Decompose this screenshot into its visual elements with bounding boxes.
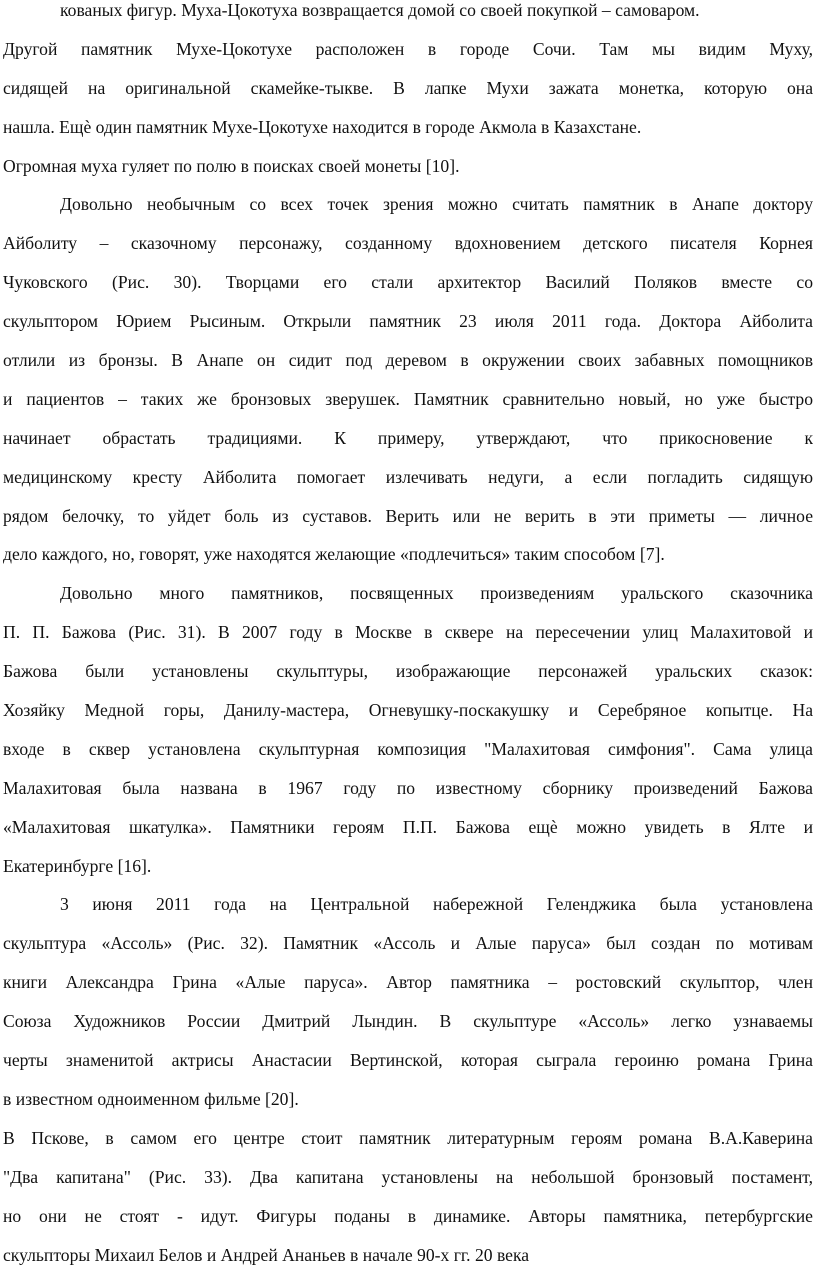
paragraph-3-line-8: Екатеринбурге [16]. [3, 855, 152, 876]
paragraph-3-line-5: входе в сквер установлена скульптурная композиция "Малахитовая симфония". Сама улица [3, 738, 813, 759]
paragraph-2-line-4: скульптором Юрием Рысиным. Открыли памятник 23 июля 2011 года. Доктора Айболита [3, 311, 813, 332]
paragraph-2-line-5: отлили из бронзы. В Анапе он сидит под деревом в окружении своих забавных помощников [3, 350, 813, 371]
paragraph-2-line-8: медицинскому кресту Айболита помогает излечивать недуги, а если погладить сидящую [3, 466, 813, 487]
paragraph-3-line-2: П. П. Бажова (Рис. 31). В 2007 году в Москве в сквере на пересечении улиц Малахитовой и [3, 622, 813, 643]
paragraph-3-line-7: «Малахитовая шкатулка». Памятники героям П.П. Бажова ещѐ можно увидеть в Ялте и [3, 816, 813, 837]
paragraph-4-line-6: в известном одноименном фильме [20]. [3, 1088, 299, 1109]
paragraph-4-line-1: 3 июня 2011 года на Центральной набережной Геленджика была установлена [60, 894, 813, 915]
paragraph-4-line-4: Союза Художников России Дмитрий Лындин. В скульптуре «Ассоль» легко узнаваемы [3, 1011, 813, 1032]
paragraph-2-line-1: Довольно необычным со всех точек зрения можно считать памятник в Анапе доктору [60, 194, 813, 215]
paragraph-1-line-2: Другой памятник Мухе-Цокотухе расположен в городе Сочи. Там мы видим Муху, [3, 38, 813, 59]
paragraph-2-line-2: Айболиту – сказочному персонажу, созданному вдохновением детского писателя Корнея [3, 233, 813, 254]
paragraph-2-line-9: рядом белочку, то уйдет боль из суставов. Верить или не верить в эти приметы — личное [3, 505, 813, 526]
paragraph-3-line-4: Хозяйку Медной горы, Данилу-мастера, Огневушку-поскакушку и Серебряное копытце. На [3, 700, 813, 721]
paragraph-2-line-7: начинает обрастать традициями. К примеру, утверждают, что прикосновение к [3, 427, 813, 448]
paragraph-4-line-2: скульптура «Ассоль» (Рис. 32). Памятник «Ассоль и Алые паруса» был создан по мотивам [3, 933, 813, 954]
paragraph-3-line-1: Довольно много памятников, посвященных произведениям уральского сказочника [60, 583, 813, 604]
paragraph-2-line-6: и пациентов – таких же бронзовых зверушек. Памятник сравнительно новый, но уже быстро [3, 388, 813, 409]
paragraph-2-line-3: Чуковского (Рис. 30). Творцами его стали архитектор Василий Поляков вместе со [3, 272, 813, 293]
paragraph-4-line-3: книги Александра Грина «Алые паруса». Автор памятника – ростовский скульптор, член [3, 972, 813, 993]
paragraph-1-line-3: сидящей на оригинальной скамейке-тыкве. В лапке Мухи зажата монетка, которую она [3, 77, 813, 98]
paragraph-1-line-1: кованых фигур. Муха-Цокотуха возвращается домой со своей покупкой – самоваром. [60, 0, 700, 20]
paragraph-5-line-4: скульпторы Михаил Белов и Андрей Ананьев в начале 90-х гг. 20 века [3, 1244, 530, 1265]
paragraph-1-line-5: Огромная муха гуляет по полю в поисках своей монеты [10]. [3, 155, 460, 176]
paragraph-3-line-6: Малахитовая была названа в 1967 году по известному сборнику произведений Бажова [3, 777, 813, 798]
paragraph-4-line-5: черты знаменитой актрисы Анастасии Вертинской, которая сыграла героиню романа Грина [3, 1050, 813, 1071]
paragraph-5-line-3: но они не стоят - идут. Фигуры поданы в динамике. Авторы памятника, петербургские [3, 1205, 813, 1226]
paragraph-5-line-1: В Пскове, в самом его центре стоит памятник литературным героям романа В.А.Каверина [3, 1127, 813, 1148]
paragraph-3-line-3: Бажова были установлены скульптуры, изображающие персонажей уральских сказок: [3, 661, 813, 682]
paragraph-1-line-4: нашла. Ещѐ один памятник Мухе-Цокотухе находится в городе Акмола в Казахстане. [3, 116, 642, 137]
paragraph-2-line-10: дело каждого, но, говорят, уже находятся желающие «подлечиться» таким способом [7]. [3, 544, 665, 565]
paragraph-5-line-2: "Два капитана" (Рис. 33). Два капитана установлены на небольшой бронзовый постамент, [3, 1166, 813, 1187]
